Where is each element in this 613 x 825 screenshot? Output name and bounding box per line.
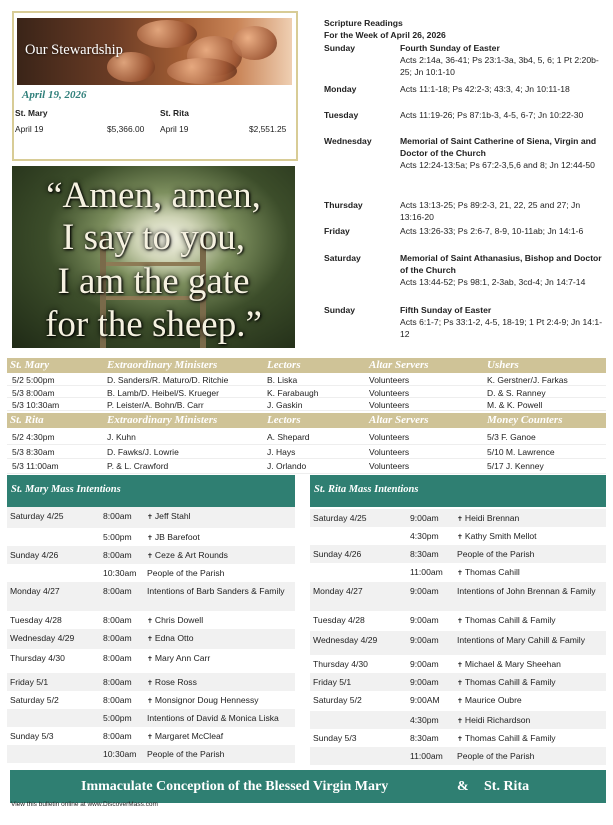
intention-time: 9:00am <box>410 513 439 523</box>
intention-name: ✝ Thomas Cahill & Family <box>457 677 556 687</box>
st-mary-ministers-header <box>7 358 606 373</box>
intention-name: ✝ Thomas Cahill & Family <box>457 615 556 625</box>
reading-day: Sunday <box>324 43 356 53</box>
intention-time: 11:00am <box>410 567 443 577</box>
intention-day: Saturday 5/2 <box>313 695 362 705</box>
intention-name: ✝ Edna Otto <box>147 633 194 643</box>
readings-title: Scripture Readings <box>324 18 403 28</box>
mary-col-em: Extraordinary Ministers <box>107 359 218 371</box>
cross-icon: ✝ <box>457 736 463 743</box>
minister-cell: 5/3 8:00am <box>12 387 55 398</box>
cross-icon: ✝ <box>457 698 463 705</box>
minister-cell: Volunteers <box>369 375 410 385</box>
cross-icon: ✝ <box>457 618 463 625</box>
scripture-readings-header <box>324 17 604 41</box>
quote-line-4: for the sheep.” <box>45 304 262 345</box>
minister-cell: M. & K. Powell <box>487 400 543 410</box>
intention-day: Friday 5/1 <box>313 677 352 687</box>
reading-feast-title: Memorial of Saint Catherine of Siena, Virgin and Doctor of the Church <box>400 136 597 158</box>
mary-col-lectors: Lectors <box>267 359 301 371</box>
rita-col-em: Extraordinary Ministers <box>107 414 218 426</box>
reading-day: Thursday <box>324 200 363 210</box>
mary-col-parish: St. Mary <box>10 359 50 371</box>
minister-cell: D. Fawks/J. Lowrie <box>107 446 179 457</box>
st-mary-amount: $5,366.00 <box>107 124 145 134</box>
minister-cell: 5/3 11:00am <box>12 461 59 471</box>
reading-day: Sunday <box>324 305 356 315</box>
cross-icon: ✝ <box>147 656 153 663</box>
reading-citations: Acts 11:1-18; Ps 42:2-3; 43:3, 4; Jn 10:11-18 <box>400 84 570 94</box>
reading-entry <box>400 305 606 340</box>
parish-footer-banner <box>10 770 606 803</box>
st-mary-label: St. Mary <box>15 108 48 118</box>
st-rita-label: St. Rita <box>160 108 189 118</box>
intention-day: Sunday 5/3 <box>313 733 357 743</box>
intention-time: 8:00am <box>103 511 132 521</box>
reading-entry <box>400 84 606 96</box>
intention-time: 8:00am <box>103 586 132 596</box>
intention-day: Friday 5/1 <box>10 677 49 687</box>
intention-time: 8:30am <box>410 549 439 559</box>
minister-cell: Volunteers <box>369 400 410 410</box>
rita-col-servers: Altar Servers <box>369 414 429 426</box>
st-mary-intentions-header: St. Mary Mass Intentions <box>7 475 295 507</box>
cross-icon: ✝ <box>457 534 463 541</box>
intention-day: Wednesday 4/29 <box>10 633 75 643</box>
minister-cell: A. Shepard <box>267 432 310 442</box>
minister-cell: 5/3 8:30am <box>12 446 55 457</box>
st-rita-amount: $2,551.25 <box>249 124 287 134</box>
intention-day: Saturday 4/25 <box>313 513 367 523</box>
minister-cell: Volunteers <box>369 432 410 442</box>
quote-line-2: I say to you, <box>62 217 245 258</box>
reading-citations: Acts 13:44-52; Ps 98:1, 2-3ab, 3cd-4; Jn 14:7-14 <box>400 276 586 287</box>
reading-day: Monday <box>324 84 357 94</box>
mary-col-servers: Altar Servers <box>369 359 429 371</box>
minister-cell: 5/3 10:30am <box>12 400 60 410</box>
reading-day: Friday <box>324 226 350 236</box>
st-mary-date: April 19 <box>15 124 44 134</box>
quote-line-1: “Amen, amen, <box>46 175 261 216</box>
rita-col-parish: St. Rita <box>10 414 44 426</box>
coins-banner-image <box>17 18 292 85</box>
intention-name: ✝ Heidi Richardson <box>457 715 531 725</box>
cross-icon: ✝ <box>147 734 153 741</box>
rita-col-counters: Money Counters <box>487 414 563 426</box>
reading-citations: Acts 2:14a, 36-41; Ps 23:1-3a, 3b4, 5, 6; 1 Pt 2:20b-25; Jn 10:1-10 <box>400 54 599 77</box>
intention-day: Sunday 4/26 <box>313 549 362 559</box>
reading-day: Tuesday <box>324 110 359 120</box>
cross-icon: ✝ <box>147 535 153 542</box>
minister-cell: Volunteers <box>369 461 410 471</box>
intention-time: 8:00am <box>103 695 132 705</box>
intention-name: ✝ Thomas Cahill <box>457 567 520 577</box>
intention-name: ✝ Ceze & Art Rounds <box>147 550 228 560</box>
cross-icon: ✝ <box>147 514 153 521</box>
intention-time: 4:30pm <box>410 531 439 541</box>
cross-icon: ✝ <box>147 618 153 625</box>
reading-entry <box>400 226 606 238</box>
intention-name: People of the Parish <box>147 749 225 759</box>
minister-cell: D. & S. Ranney <box>487 387 546 398</box>
reading-entry <box>400 136 606 171</box>
intention-day: Wednesday 4/29 <box>313 635 378 645</box>
intention-name: ✝ JB Barefoot <box>147 532 200 542</box>
intention-time: 8:00am <box>103 615 132 625</box>
intention-name: ✝ Monsignor Doug Hennessy <box>147 695 259 705</box>
intention-name: People of the Parish <box>147 568 225 578</box>
cross-icon: ✝ <box>147 636 153 643</box>
minister-cell: 5/10 M. Lawrence <box>487 446 555 457</box>
minister-cell: 5/2 5:00pm <box>12 375 55 385</box>
intention-name: Intentions of Barb Sanders & Family <box>147 586 285 596</box>
intention-time: 5:00pm <box>103 713 132 723</box>
minister-cell: J. Kuhn <box>107 432 136 442</box>
intention-time: 10:30am <box>103 749 137 759</box>
intention-time: 9:00am <box>410 586 439 596</box>
readings-subtitle: For the Week of April 26, 2026 <box>324 30 446 40</box>
intention-day: Monday 4/27 <box>10 586 60 596</box>
intention-name: ✝ Mary Ann Carr <box>147 653 211 663</box>
intention-time: 4:30pm <box>410 715 439 725</box>
intention-name: ✝ Margaret McCleaf <box>147 731 224 741</box>
intention-time: 10:30am <box>103 568 137 578</box>
intention-time: 5:00pm <box>103 532 132 542</box>
minister-cell: K. Farabaugh <box>267 387 319 398</box>
cross-icon: ✝ <box>457 570 463 577</box>
intention-time: 9:00AM <box>410 695 440 705</box>
minister-cell: 5/2 4:30pm <box>12 432 55 442</box>
intention-name: People of the Parish <box>457 549 535 559</box>
minister-cell: D. Sanders/R. Maturo/D. Ritchie <box>107 375 229 385</box>
intention-time: 8:00am <box>103 677 132 687</box>
footer-parish-2: St. Rita <box>484 779 530 794</box>
intention-time: 8:00am <box>103 550 132 560</box>
intention-name: ✝ Chris Dowell <box>147 615 204 625</box>
intention-name: Intentions of John Brennan & Family <box>457 586 596 596</box>
intention-time: 8:00am <box>103 633 132 643</box>
intention-name: ✝ Thomas Cahill & Family <box>457 733 556 743</box>
reading-citations: Acts 11:19-26; Ps 87:1b-3, 4-5, 6-7; Jn 10:22-30 <box>400 110 584 120</box>
minister-cell: 5/17 J. Kenney <box>487 461 544 471</box>
intention-day: Thursday 4/30 <box>313 659 368 669</box>
intention-name: ✝ Heidi Brennan <box>457 513 520 523</box>
intention-name: ✝ Maurice Oubre <box>457 695 522 705</box>
minister-cell: K. Gerstner/J. Farkas <box>487 375 568 385</box>
st-rita-intentions-header: St. Rita Mass Intentions <box>310 475 606 507</box>
intention-time: 8:30am <box>410 733 439 743</box>
cross-icon: ✝ <box>147 698 153 705</box>
minister-cell: P. Leister/A. Bohn/B. Carr <box>107 400 204 410</box>
reading-day: Wednesday <box>324 136 372 146</box>
reading-citations: Acts 13:26-33; Ps 2:6-7, 8-9, 10-11ab; Jn 14:1-6 <box>400 226 584 236</box>
rita-col-lectors: Lectors <box>267 414 301 426</box>
intention-time: 8:00am <box>103 653 132 663</box>
cross-icon: ✝ <box>147 680 153 687</box>
footer-parish-1: Immaculate Conception of the Blessed Virgin Mary <box>81 779 389 794</box>
intention-time: 9:00am <box>410 677 439 687</box>
reading-entry <box>400 110 606 122</box>
reading-entry <box>400 43 606 78</box>
intention-time: 9:00am <box>410 615 439 625</box>
minister-cell: 5/3 F. Ganoe <box>487 432 536 442</box>
intention-name: ✝ Rose Ross <box>147 677 197 687</box>
quote-line-3: I am the gate <box>57 261 250 302</box>
footer-ampersand: & <box>457 779 469 794</box>
intention-day: Sunday 4/26 <box>10 550 59 560</box>
intention-name: ✝ Jeff Stahl <box>147 511 191 521</box>
intention-time: 11:00am <box>410 751 443 761</box>
reading-feast-title: Memorial of Saint Athanasius, Bishop and Doctor of the Church <box>400 253 602 275</box>
intention-day: Saturday 4/25 <box>10 511 64 521</box>
stewardship-title: Our Stewardship <box>25 42 123 58</box>
reading-feast-title: Fifth Sunday of Easter <box>400 305 492 315</box>
minister-cell: J. Gaskin <box>267 400 303 410</box>
cross-icon: ✝ <box>457 662 463 669</box>
cross-icon: ✝ <box>457 680 463 687</box>
cross-icon: ✝ <box>457 516 463 523</box>
intention-name: Intentions of Mary Cahill & Family <box>457 635 585 645</box>
cross-icon: ✝ <box>147 553 153 560</box>
cross-icon: ✝ <box>457 718 463 725</box>
intention-day: Tuesday 4/28 <box>10 615 62 625</box>
mary-col-ushers: Ushers <box>487 359 519 371</box>
intention-time: 8:00am <box>103 731 132 741</box>
online-link-text[interactable]: View this bulletin online at www.DiscoverMass.com <box>11 801 158 808</box>
intention-name: ✝ Michael & Mary Sheehan <box>457 659 561 669</box>
intention-name: Intentions of David & Monica Liska <box>147 713 279 723</box>
minister-cell: Volunteers <box>369 387 410 398</box>
intention-name: People of the Parish <box>457 751 535 761</box>
reading-feast-title: Fourth Sunday of Easter <box>400 43 500 53</box>
stewardship-date: April 19, 2026 <box>22 89 87 101</box>
intention-time: 9:00am <box>410 659 439 669</box>
reading-citations: Acts 12:24-13:5a; Ps 67:2-3,5,6 and 8; Jn 12:44-50 <box>400 159 595 170</box>
stewardship-box <box>12 11 298 161</box>
minister-cell: Volunteers <box>369 446 410 457</box>
minister-cell: P. & L. Crawford <box>107 461 169 471</box>
minister-cell: B. Liska <box>267 375 298 385</box>
gate-quote-image <box>12 166 295 348</box>
intention-day: Saturday 5/2 <box>10 695 59 705</box>
intention-name: ✝ Kathy Smith Mellot <box>457 531 537 541</box>
reading-day: Saturday <box>324 253 361 263</box>
intention-day: Monday 4/27 <box>313 586 363 596</box>
intention-day: Tuesday 4/28 <box>313 615 365 625</box>
reading-entry <box>400 200 606 224</box>
minister-cell: J. Orlando <box>267 461 307 471</box>
reading-citations: Acts 13:13-25; Ps 89:2-3, 21, 22, 25 and 27; Jn 13:16-20 <box>400 200 581 222</box>
minister-cell: J. Hays <box>267 446 296 457</box>
minister-cell: B. Lamb/D. Heibel/S. Krueger <box>107 387 219 398</box>
intention-day: Thursday 4/30 <box>10 653 65 663</box>
reading-entry <box>400 253 606 288</box>
st-rita-date: April 19 <box>160 124 189 134</box>
intention-time: 9:00am <box>410 635 439 645</box>
reading-citations: Acts 6:1-7; Ps 33:1-2, 4-5, 18-19; 1 Pt 2:4-9; Jn 14:1-12 <box>400 316 603 339</box>
intention-day: Sunday 5/3 <box>10 731 54 741</box>
st-rita-ministers-header <box>7 413 606 428</box>
